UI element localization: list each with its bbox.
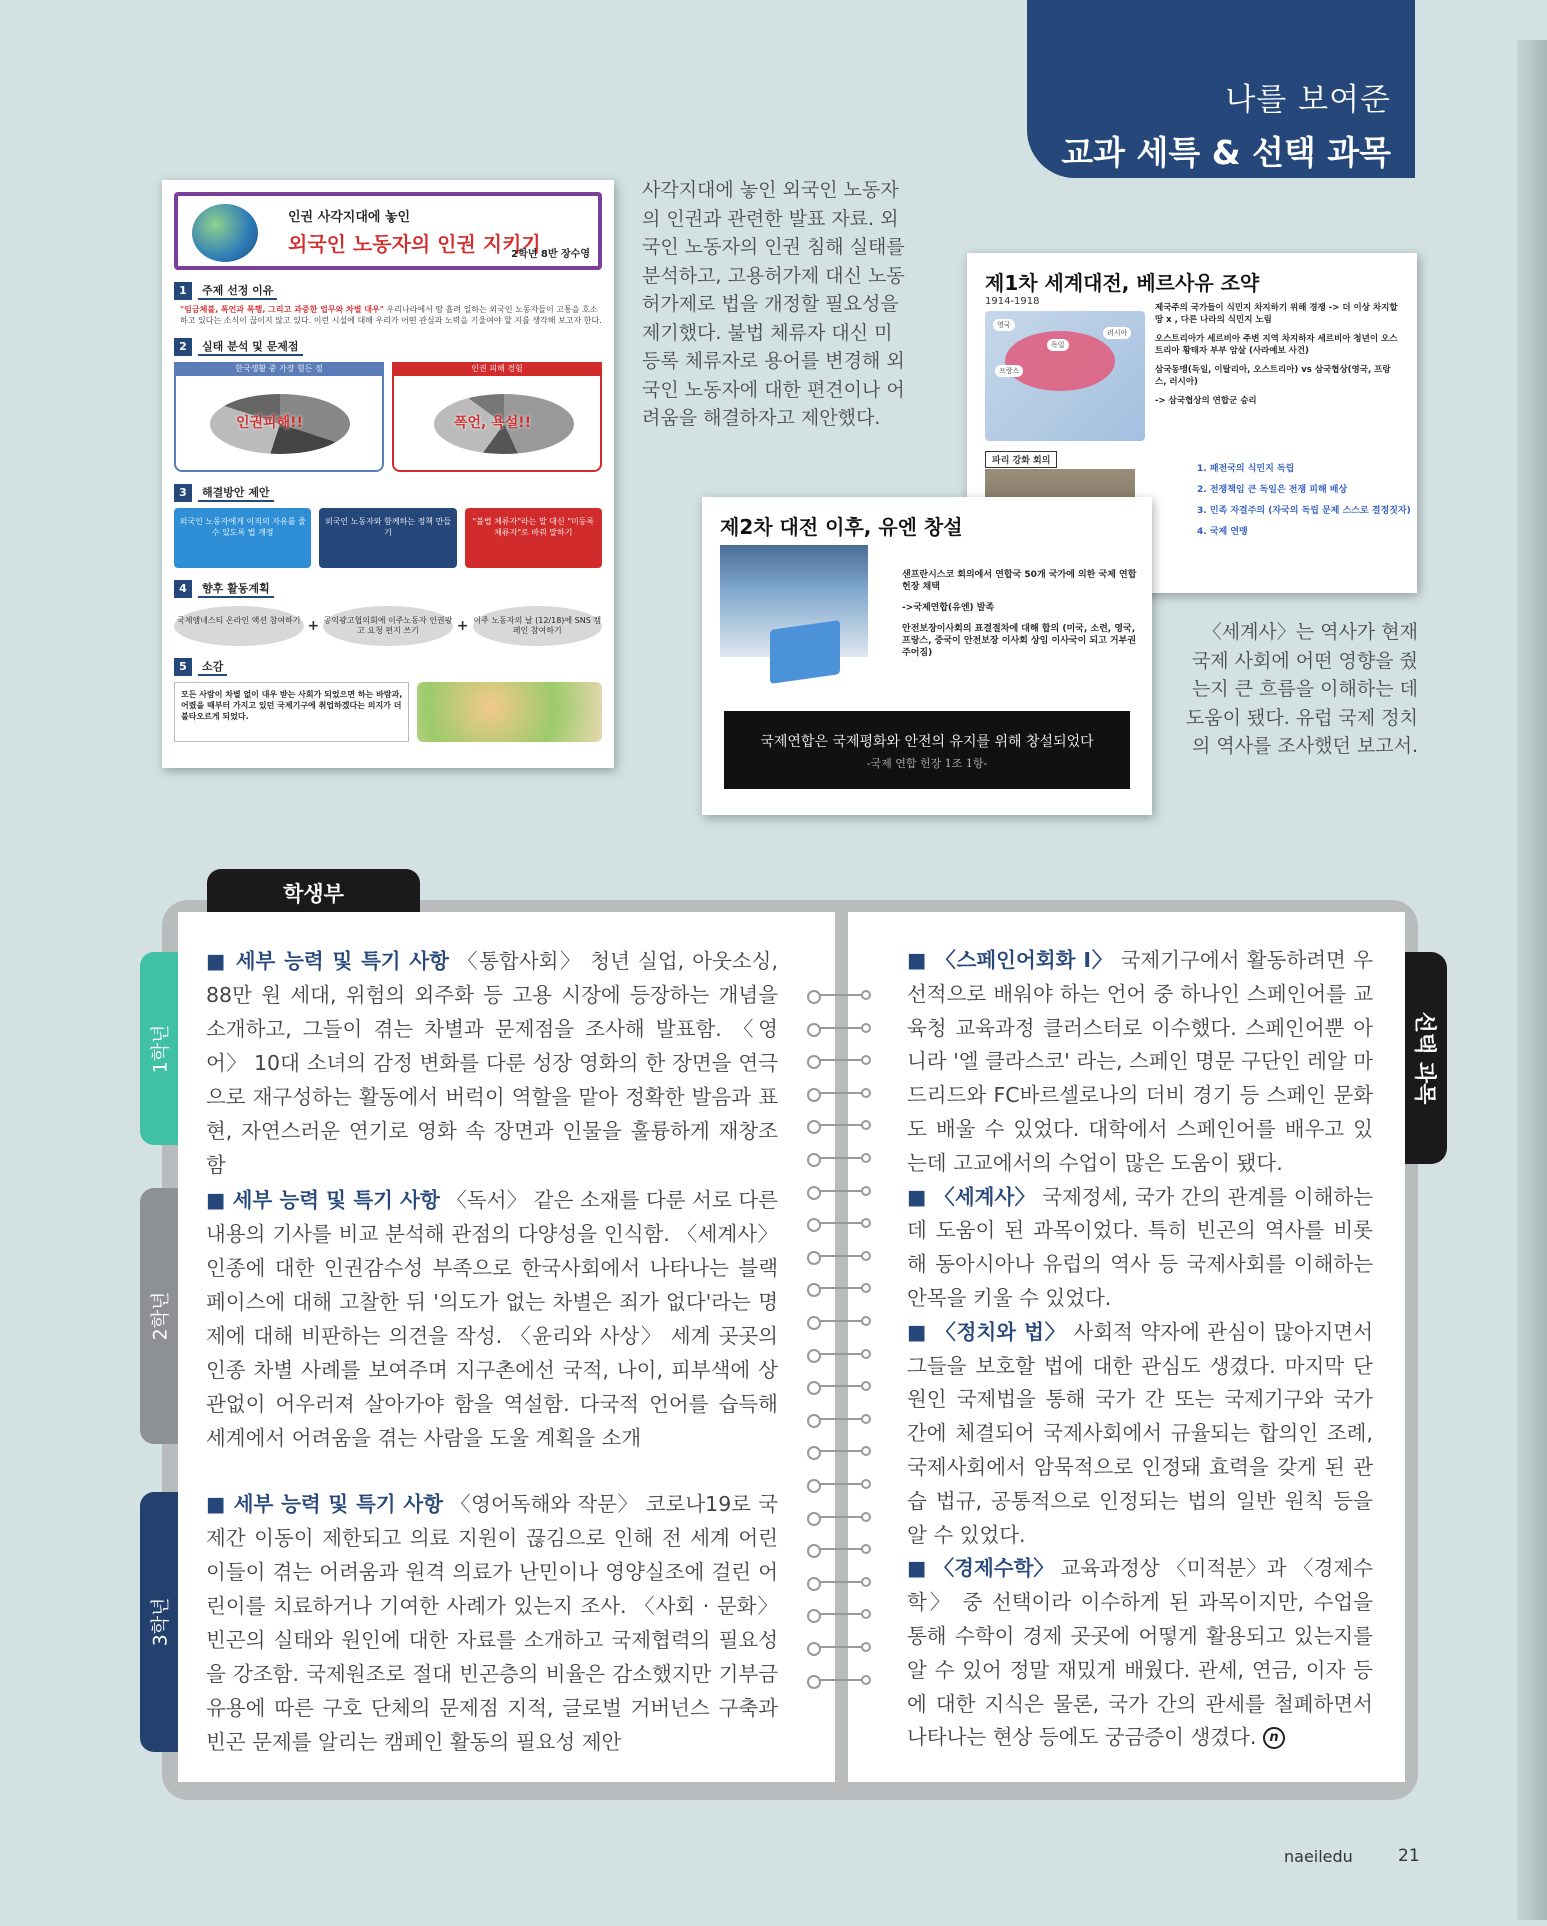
binder-ring xyxy=(807,1413,871,1425)
binder-ring xyxy=(807,1119,871,1131)
pie-chart-difficulties xyxy=(174,362,384,472)
poster-title-big: 외국인 노동자의 인권 지키기 xyxy=(288,232,541,256)
elective-body: 사회적 약자에 관심이 많아지면서 그들을 보호할 법에 대한 관심도 생겼다. 마지막 단원인 국제법을 통해 국가 간 또는 국제기구와 국가 간에 체결되어 국제사회에서 규율되는 합의인 조례, 국제사회에서 암묵적으로 인정돼 효력을 갖게 된 관습 법규, 공통적으로 인정되는 법의 일반 원칙 등을 알 수 있었다. xyxy=(907,1319,1373,1547)
elective-label: 선택 과목 xyxy=(1411,1011,1437,1105)
plus-icon: + xyxy=(456,618,469,634)
poster-conclusion: 모든 사람이 차별 없이 대우 받는 사회가 되었으면 하는 바람과, 어렸을 때부터 가지고 있던 국제기구에 취업하겠다는 의지가 더 불타오르게 되었다. xyxy=(174,682,409,742)
reason-highlight: "임금체불, 폭언과 폭행, 그리고 과중한 업무와 차별 대우" xyxy=(180,305,384,314)
section-number: 3 xyxy=(174,484,192,502)
binder-ring xyxy=(807,1348,871,1360)
binder-ring xyxy=(807,1087,871,1099)
elective-item xyxy=(907,1316,1373,1553)
chart-title: 인권 피해 경험 xyxy=(392,362,602,376)
quote-source: -국제 연합 헌장 1조 1항- xyxy=(866,757,988,770)
treaty-results xyxy=(1197,463,1411,547)
section-label: 해결방안 제안 xyxy=(198,484,274,502)
grade-tab-2 xyxy=(140,1188,178,1444)
binder-ring xyxy=(807,1282,871,1294)
grade-label: 3학년 xyxy=(149,1597,172,1647)
section-number: 2 xyxy=(174,338,192,356)
elective-tab xyxy=(1405,952,1447,1164)
poster-author: 2학년 8반 장수영 xyxy=(511,249,590,260)
record-heading: ■ 세부 능력 및 특기 사항 xyxy=(206,1492,443,1516)
quote-text: 국제연합은 국제평화와 안전의 유지를 위해 창설되었다 xyxy=(760,734,1094,750)
poster-years: 1914-1918 xyxy=(985,296,1040,307)
quote-bar xyxy=(724,711,1130,789)
elective-records xyxy=(907,944,1373,1755)
binder-ring xyxy=(807,1185,871,1197)
binder-ring xyxy=(807,1674,871,1686)
binder-ring xyxy=(807,1543,871,1555)
elective-heading: ■ 〈스페인어회화 Ⅰ〉 xyxy=(907,948,1114,972)
un-flag-icon xyxy=(770,620,840,684)
header-title: 교과 세특 & 선택 과목 xyxy=(1061,133,1391,172)
binder-ring xyxy=(807,1250,871,1262)
section-number: 4 xyxy=(174,580,192,598)
un-flag-photo xyxy=(720,545,868,657)
result-item: 1. 패전국의 식민지 독립 xyxy=(1197,464,1295,474)
binder-ring xyxy=(807,1315,871,1327)
note: 안전보장이사회의 표결절차에 대해 합의 (미국, 소련, 영국, 프랑스, 중국이 안전보장 이사회 상임 이사국이 되고 거부권 주어짐) xyxy=(902,624,1137,658)
poster-section xyxy=(174,338,602,356)
poster-notes xyxy=(902,569,1142,668)
section-number: 1 xyxy=(174,282,192,300)
grade-label: 2학년 xyxy=(149,1291,172,1341)
grade-tab-1 xyxy=(140,952,178,1145)
record-body: 〈독서〉 같은 소재를 다룬 서로 다른 내용의 기사를 비교 분석해 관점의 다양성을 인식함. 〈세계사〉 인종에 대한 인권감수성 부족으로 한국사회에서 나타나는 블랙페이스에 대해 고찰한 뒤 '의도가 없는 차별은 죄가 없다'라는 명제에 대해 비판하는 의견을 작성. 〈윤리와 사상〉 세계 곳곳의 인종 차별 사례를 보여주며 지구촌에선 국적, 나이, 피부색에 상관없이 어우러져 살아가야 함을 역설함. 다국적 언어를 습득해 세계에서 어려움을 겪는 사람을 도울 계획을 소개 xyxy=(206,1188,778,1450)
page-number: 21 xyxy=(1398,1846,1420,1866)
poster-conclusion-row xyxy=(174,682,602,742)
plan-oval: 공익광고협의회에 이주노동자 인권광고 요청 편지 쓰기 xyxy=(323,606,453,646)
section-label: 소감 xyxy=(198,658,227,676)
poster-charts xyxy=(174,362,602,472)
poster-title: 제1차 세계대전, 베르사유 조약 xyxy=(985,271,1260,295)
elective-body: 국제기구에서 활동하려면 우선적으로 배워야 하는 언어 중 하나인 스페인어를 교육청 교육과정 클러스터로 이수했다. 스페인어뿐 아니라 '엘 클라스코' 라는, 스페인 명문 구단인 레알 마드리드와 FC바르셀로나의 더비 경기 등 스페인 문화도 배울 수 있었다. 대학에서 스페인어를 배우고 있는데 고교에서의 수업이 많은 도움이 됐다. xyxy=(907,948,1373,1175)
result-item: 3. 민족 자결주의 (자국의 독립 문제 스스로 결정짓자) xyxy=(1197,506,1411,516)
elective-item xyxy=(907,944,1373,1181)
caption-human-rights: 사각지대에 놓인 외국인 노동자의 인권과 관련한 발표 자료. 외국인 노동자의 인권 침해 실태를 분석하고, 고용허가제 대신 노동허가제로 법을 개정할 필요성을 제기했다. 불법 체류자 대신 미등록 체류자로 용어를 변경해 외국인 노동자에 대한 편견이나 어려움을 해결하자고 제안했다. xyxy=(642,179,905,429)
binder-ring xyxy=(807,1217,871,1229)
section-text xyxy=(174,304,602,326)
binder-ring xyxy=(807,1478,871,1490)
elective-heading: ■ 〈정치와 법〉 xyxy=(907,1319,1067,1344)
note: 삼국동맹(독일, 이탈리아, 오스트리아) vs 삼국협상(영국, 프랑스, 러시아) xyxy=(1155,365,1391,387)
record-body: 〈영어독해와 작문〉 코로나19로 국제간 이동이 제한되고 의료 지원이 끊김으로 인해 전 세계 어린이들이 겪는 어려움과 원격 의료가 난민이나 영양실조에 걸린 어린이를 치료하거나 기여한 사례가 있는지 조사. 〈사회 · 문화〉 빈곤의 실태와 원인에 대한 자료를 소개하고 국제협력의 필요성을 강조함. 국제원조로 절대 빈곤층의 비율은 감소했지만 기부금 유용에 따른 구호 단체의 문제점 지적, 글로벌 거버넌스 구축과 빈곤 문제를 알리는 캠페인 활동의 필요성 제안 xyxy=(206,1492,778,1754)
chart-callout: 폭언, 욕설!! xyxy=(454,415,532,431)
poster-section xyxy=(174,282,602,300)
plan-ovals xyxy=(174,606,602,646)
binder-ring xyxy=(807,1511,871,1523)
poster-title-box xyxy=(174,192,602,270)
result-item: 2. 전쟁책임 큰 독일은 전쟁 피해 배상 xyxy=(1197,485,1348,495)
poster-section xyxy=(174,580,602,598)
note: 제국주의 국가들이 식민지 차지하기 위해 경쟁 -> 더 이상 차지할 땅 x , 다른 나라의 식민지 노림 xyxy=(1155,303,1398,325)
record-heading: ■ 세부 능력 및 특기 사항 xyxy=(206,949,449,973)
section-label: 주제 선정 이유 xyxy=(198,282,277,300)
record-heading: ■ 세부 능력 및 특기 사항 xyxy=(206,1188,440,1212)
solution-boxes xyxy=(174,508,602,568)
binder-ring xyxy=(807,1576,871,1588)
solution-box: 외국인 노동자와 함께하는 정책 만들기 xyxy=(319,508,456,568)
europe-map-image xyxy=(985,311,1145,441)
map-label: 영국 xyxy=(993,319,1015,331)
binder-ring xyxy=(807,1054,871,1066)
binder-ring xyxy=(807,1641,871,1653)
grade-label: 1학년 xyxy=(149,1024,172,1073)
section-label: 실태 분석 및 문제점 xyxy=(198,338,303,356)
elective-heading: ■ 〈세계사〉 xyxy=(907,1184,1036,1209)
record-body: 〈통합사회〉 청년 실업, 아웃소싱, 88만 원 세대, 위험의 외주화 등 고용 시장에 등장하는 개념을 소개하고, 그들이 겪는 차별과 문제점을 조사해 발표함. 〈영어〉 10대 소녀의 감정 변화를 다룬 성장 영화의 한 장면을 연극으로 재구성하는 활동에서 버럭이 역할을 맡아 정확한 발음과 표현, 자연스러운 연기로 영화 속 장면과 인물을 훌륭하게 재창조함 xyxy=(206,949,779,1177)
elective-item xyxy=(907,1181,1373,1316)
poster-un xyxy=(702,497,1152,815)
binder-ring xyxy=(807,1380,871,1392)
caption-world-history: 〈세계사〉는 역사가 현재 국제 사회에 어떤 영향을 줬는지 큰 흐름을 이해하는 데 도움이 됐다. 유럽 국제 정치의 역사를 조사했던 보고서. xyxy=(1185,621,1418,757)
illustration-image xyxy=(417,682,602,742)
grade-record-1 xyxy=(206,944,778,1182)
note: 오스트리아가 세르비아 주변 지역 차지하자 세르비아 청년이 오스트리아 황태자 부부 암살 (사라예보 사건) xyxy=(1155,334,1398,356)
grade-record-3 xyxy=(206,1487,778,1759)
page-edge xyxy=(1517,40,1547,1920)
result-item: 4. 국제 연맹 xyxy=(1197,527,1248,537)
note: -> 삼국협상의 연합군 승리 xyxy=(1155,396,1257,406)
solution-box: "불법 체류자"라는 말 대신 "미등록 체류자"로 바꿔 말하기 xyxy=(465,508,602,568)
header-subtitle: 나를 보여준 xyxy=(1225,82,1391,118)
paris-label: 파리 강화 회의 xyxy=(985,451,1057,468)
grade-tab-3 xyxy=(140,1492,178,1752)
plan-oval: 국제앰네스티 온라인 액션 참여하기 xyxy=(174,606,304,646)
poster-section xyxy=(174,658,602,676)
plus-icon: + xyxy=(307,618,320,634)
note: 샌프란시스코 회의에서 연합국 50개 국가에 의한 국제 연합헌장 채택 xyxy=(902,570,1137,592)
elective-body: 국제정세, 국가 간의 관계를 이해하는 데 도움이 된 과목이었다. 특히 빈곤의 역사를 비롯해 동아시아나 유럽의 역사 등 국제사회를 이해하는 안목을 키울 수 있었다. xyxy=(907,1184,1373,1310)
binder-ring xyxy=(807,1152,871,1164)
record-tab: 학생부 xyxy=(207,869,420,917)
section-number: 5 xyxy=(174,658,192,676)
binder-ring xyxy=(807,1022,871,1034)
binder-ring xyxy=(807,1445,871,1457)
chart-callout: 인권피해!! xyxy=(236,415,303,431)
globe-icon xyxy=(192,204,258,262)
poster-title: 제2차 대전 이후, 유엔 창설 xyxy=(720,515,963,539)
pie-chart-damage xyxy=(392,362,602,472)
poster-notes xyxy=(1155,303,1400,416)
reason-text: 우리나라에서 땀 흘려 일하는 외국인 노동자들이 고통을 호소하고 있다는 소식이 끊이지 않고 있다. 이런 시설에 대해 우리가 어떤 관심과 노력을 기울여야 할 지를 생각해 보고자 한다. xyxy=(180,305,602,325)
map-label: 독일 xyxy=(1047,339,1069,351)
footer-brand: naeiledu xyxy=(1284,1847,1353,1866)
binder-ring xyxy=(807,989,871,1001)
section-label: 향후 활동계획 xyxy=(198,580,274,598)
grade-record-2 xyxy=(206,1183,778,1455)
plan-oval: 이주 노동자의 날 (12/18)에 SNS 캠페인 참여하기 xyxy=(473,606,603,646)
chart-title: 한국생활 중 가장 힘든 점 xyxy=(174,362,384,376)
poster-section xyxy=(174,484,602,502)
binder-ring xyxy=(807,1608,871,1620)
map-label: 프랑스 xyxy=(995,365,1023,377)
note: ->국제연합(유엔) 발족 xyxy=(902,603,995,613)
poster-title-small: 인권 사각지대에 놓인 xyxy=(288,210,411,225)
poster-human-rights xyxy=(162,180,614,768)
solution-box: 외국인 노동자에게 이직의 자유를 줄 수 있도록 법 개정 xyxy=(174,508,311,568)
section-header xyxy=(1027,0,1415,178)
elective-heading: ■ 〈경제수학〉 xyxy=(907,1556,1054,1581)
elective-body: 교육과정상 〈미적분〉과 〈경제수학〉 중 선택이라 이수하게 된 과목이지만, 수업을 통해 수학이 경제 곳곳에 어떻게 활용되고 있는지를 알 수 있어 정말 재밌게 배웠다. 관세, 연금, 이자 등에 대한 지식은 물론, 국가 간의 관세를 철폐하면서 나타나는 현상 등에도 궁금증이 생겼다. xyxy=(907,1556,1373,1750)
elective-item xyxy=(907,1552,1373,1755)
map-label: 러시아 xyxy=(1103,327,1131,339)
end-mark-icon: n xyxy=(1263,1727,1285,1749)
